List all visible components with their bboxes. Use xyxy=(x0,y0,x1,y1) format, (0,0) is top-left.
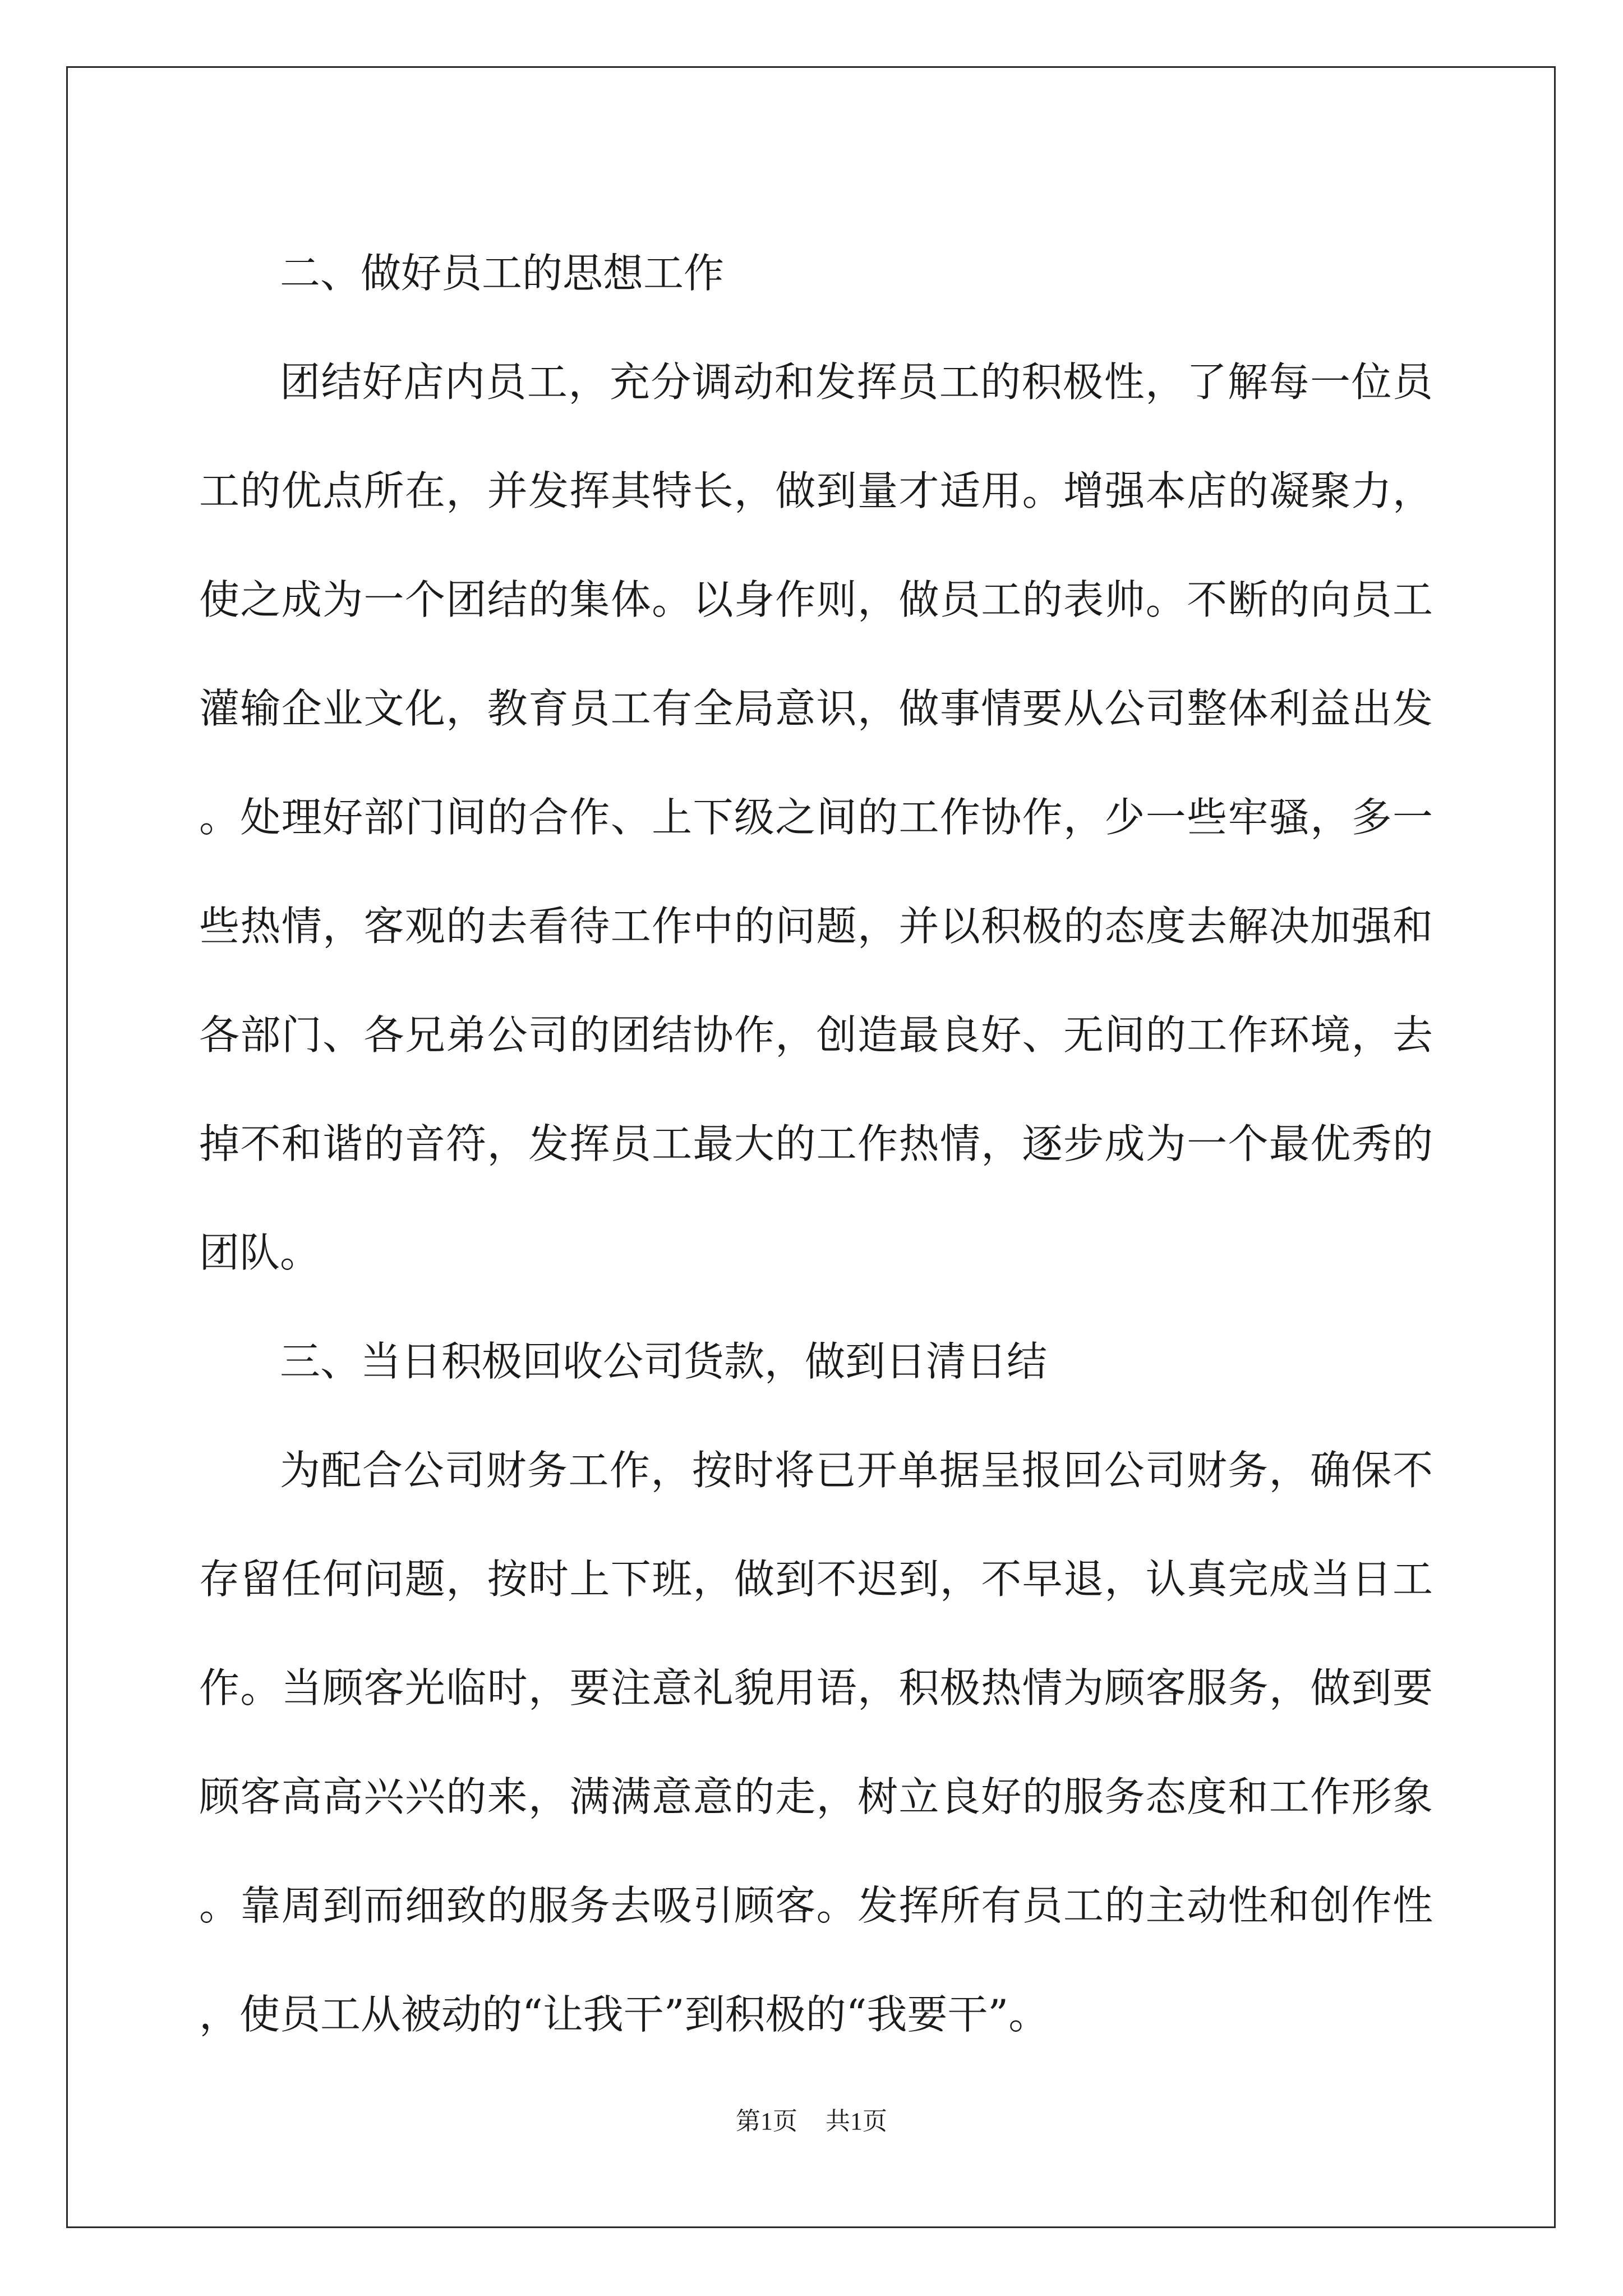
page-total: 共1页 xyxy=(826,2108,887,2135)
section-paragraph-2: 团结好店内员工，充分调动和发挥员工的积极性，了解每一位员工的优点所在，并发挥其特长，做到量才适用。增强本店的凝聚力，使之成为一个团结的集体。以身作则，做员工的表帅。不断的向员工灌输企业文化，教育员工有全局意识，做事情要从公司整体利益出发。处理好部门间的合作、上下级之间的工作协作，少一些牢骚，多一些热情，客观的去看待工作中的问题，并以积极的态度去解决加强和各部门、各兄弟公司的团结协作，创造最良好、无间的工作环境，去掉不和谐的音符，发挥员工最大的工作热情，逐步成为一个最优秀的团队。 xyxy=(199,358,1433,1276)
document-body xyxy=(199,219,1433,2069)
page-footer xyxy=(0,2101,1623,2137)
page-number: 第1页 xyxy=(736,2108,797,2135)
section-heading-2: 二、做好员工的思想工作 xyxy=(280,250,725,297)
section-heading-3: 三、当日积极回收公司货款，做到日清日结 xyxy=(280,1338,1048,1385)
section-paragraph-3: 为配合公司财务工作，按时将已开单据呈报回公司财务，确保不存留任何问题，按时上下班，做到不迟到，不早退，认真完成当日工作。当顾客光临时，要注意礼貌用语，积极热情为顾客服务，做到要顾客高高兴兴的来，满满意意的走，树立良好的服务态度和工作形象。靠周到而细致的服务去吸引顾客。发挥所有员工的主动性和创作性，使员工从被动的“让我干”到积极的“我要干”。 xyxy=(199,1447,1433,2038)
